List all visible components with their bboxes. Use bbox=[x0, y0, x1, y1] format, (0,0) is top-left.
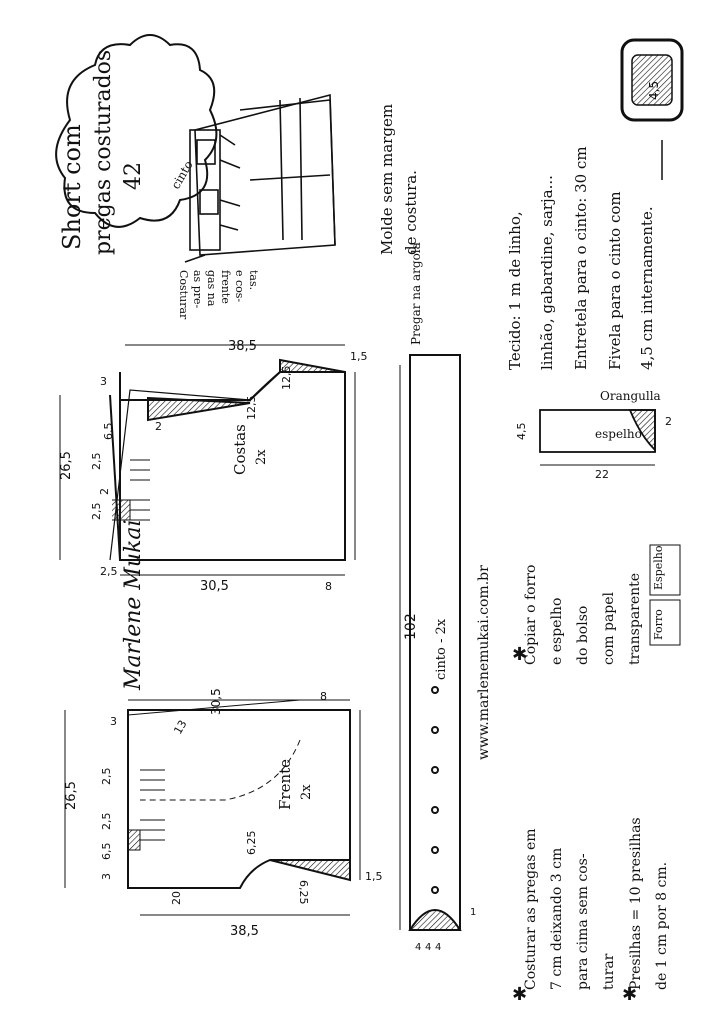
frente-label bbox=[276, 759, 314, 810]
pleat-note-2: as pre- bbox=[191, 270, 204, 309]
frente-dimensions bbox=[65, 700, 360, 915]
forro-label: Forro bbox=[652, 609, 665, 640]
pregas-2: 7 cm deixando 3 cm bbox=[549, 847, 565, 990]
website-url: www.marlenemukai.com.br bbox=[476, 565, 492, 760]
title-line2: pregas costurados bbox=[91, 49, 116, 255]
fabric-note-5: 4,5 cm internamente. bbox=[638, 206, 656, 370]
belt-length: 102 bbox=[403, 613, 419, 640]
pleat-note-1: Costurar bbox=[177, 270, 190, 320]
fabric-note-3: Entretela para o cinto: 30 cm bbox=[572, 146, 590, 370]
costas-label bbox=[231, 424, 269, 475]
costas-dim-3: 30,5 bbox=[200, 579, 229, 594]
frente-dim-8: 13 bbox=[171, 717, 190, 737]
signature: Marlene Mukai bbox=[121, 519, 146, 690]
copiar-5: transparente bbox=[627, 572, 643, 665]
costas-dim-2: 26,5 bbox=[59, 451, 74, 480]
fabric-notes bbox=[506, 146, 656, 370]
frente-dim-10: 6,25 bbox=[297, 880, 310, 905]
costas-qty: 2x bbox=[254, 449, 269, 465]
pregas-1: Costurar as pregas em bbox=[523, 828, 539, 990]
copiar-3: do bolso bbox=[575, 605, 591, 665]
costas-dim-1: 38,5 bbox=[228, 339, 257, 354]
costas-dim-14: 2,5 bbox=[100, 565, 118, 578]
costas-dim-4: 2,5 bbox=[90, 452, 103, 470]
espelho-label: Espelho bbox=[652, 545, 665, 590]
belt-dim-4: 1 bbox=[470, 907, 477, 918]
espelho-tag bbox=[650, 545, 680, 595]
pocket-dim-2: 4,5 bbox=[515, 422, 528, 440]
belt-note: Pregar na argola bbox=[409, 242, 423, 345]
pleat-note-5: e cos- bbox=[233, 270, 246, 303]
frente-dim-3: 38,5 bbox=[230, 924, 259, 939]
instructions-copiar bbox=[523, 565, 643, 665]
asterisk-1: ✱ bbox=[512, 984, 528, 1005]
pocket-dim-3: 2 bbox=[665, 415, 672, 428]
pocket-label2: Orangulla bbox=[600, 389, 661, 403]
frente-dim-9: 6,25 bbox=[245, 830, 258, 855]
frente-dim-7: 3 bbox=[100, 873, 113, 880]
costas-dim-5: 2,5 bbox=[90, 502, 103, 520]
buckle-size: 4,5 bbox=[647, 80, 661, 100]
instructions-presilhas bbox=[628, 817, 670, 990]
costas-dim-7: 6,5 bbox=[102, 422, 115, 440]
asterisk-2: ✱ bbox=[512, 644, 528, 665]
fabric-note-2: linhão, gabardine, sarja... bbox=[538, 175, 556, 370]
forro-tag bbox=[650, 600, 680, 645]
costas-dim-11: 12,5 bbox=[245, 395, 258, 420]
presilhas-1: Presilhas = 10 presilhas bbox=[628, 817, 644, 990]
costas-dim-13: 2 bbox=[155, 420, 162, 433]
fabric-note-4: Fivela para o cinto com bbox=[606, 191, 624, 370]
title-size: 42 bbox=[121, 162, 146, 190]
costas-dim-9: 1,5 bbox=[350, 350, 368, 363]
costas-name: Costas bbox=[231, 424, 249, 475]
copiar-2: e espelho bbox=[549, 597, 565, 665]
frente-dim-14: 3 bbox=[110, 715, 117, 728]
frente-dim-1: 26,5 bbox=[64, 781, 79, 810]
pleat-note bbox=[177, 270, 260, 320]
pregas-3: para cima sem cos- bbox=[575, 853, 591, 990]
belt-dim-1: 4 bbox=[415, 942, 422, 953]
costas-dim-8: 3 bbox=[100, 375, 107, 388]
seam-note bbox=[378, 104, 420, 255]
frente-dim-12: 20 bbox=[170, 891, 183, 905]
costas-dim-6: 2 bbox=[98, 488, 111, 495]
belt-callout: cinto bbox=[168, 158, 196, 192]
costas-dim-10: 12,5 bbox=[280, 365, 293, 390]
pregas-4: turar bbox=[601, 953, 617, 990]
asterisk-3: ✱ bbox=[622, 984, 638, 1005]
buckle-icon bbox=[622, 40, 682, 120]
pocket-dim-1: 22 bbox=[595, 468, 609, 481]
copiar-4: com papel bbox=[601, 591, 617, 665]
frente-dim-5: 2,5 bbox=[100, 812, 113, 830]
pleat-note-6: tas. bbox=[247, 270, 260, 291]
costas-dim-12: 8 bbox=[325, 580, 332, 593]
belt-dim-3: 4 bbox=[435, 942, 442, 953]
frente-dim-6: 6,5 bbox=[100, 842, 113, 860]
frente-qty: 2x bbox=[299, 784, 314, 800]
instructions-pregas bbox=[523, 828, 617, 990]
pleat-note-3: gas na bbox=[205, 270, 218, 307]
fabric-note-1: Tecido: 1 m de linho, bbox=[506, 211, 524, 370]
frente-dim-4: 2,5 bbox=[100, 767, 113, 785]
belt-dim-2: 4 bbox=[425, 942, 432, 953]
frente-dim-11: 1,5 bbox=[365, 870, 383, 883]
frente-piece bbox=[128, 700, 350, 888]
copiar-1: Copiar o forro bbox=[523, 564, 539, 665]
frente-name: Frente bbox=[276, 758, 294, 810]
frente-dim-13: 8 bbox=[320, 690, 327, 703]
presilhas-2: de 1 cm por 8 cm. bbox=[654, 861, 670, 990]
belt-label: cinto - 2x bbox=[434, 618, 449, 680]
pocket-label: espelho bbox=[595, 427, 642, 441]
frente-dim-2: 30,5 bbox=[209, 688, 223, 715]
seam-note-line2: de costura. bbox=[402, 170, 420, 255]
title-cloud bbox=[56, 35, 216, 255]
seam-note-line1: Molde sem margem bbox=[378, 103, 396, 255]
title-line1: Short com bbox=[58, 124, 86, 250]
belt-piece bbox=[400, 355, 460, 930]
pleat-note-4: frente bbox=[219, 270, 232, 304]
